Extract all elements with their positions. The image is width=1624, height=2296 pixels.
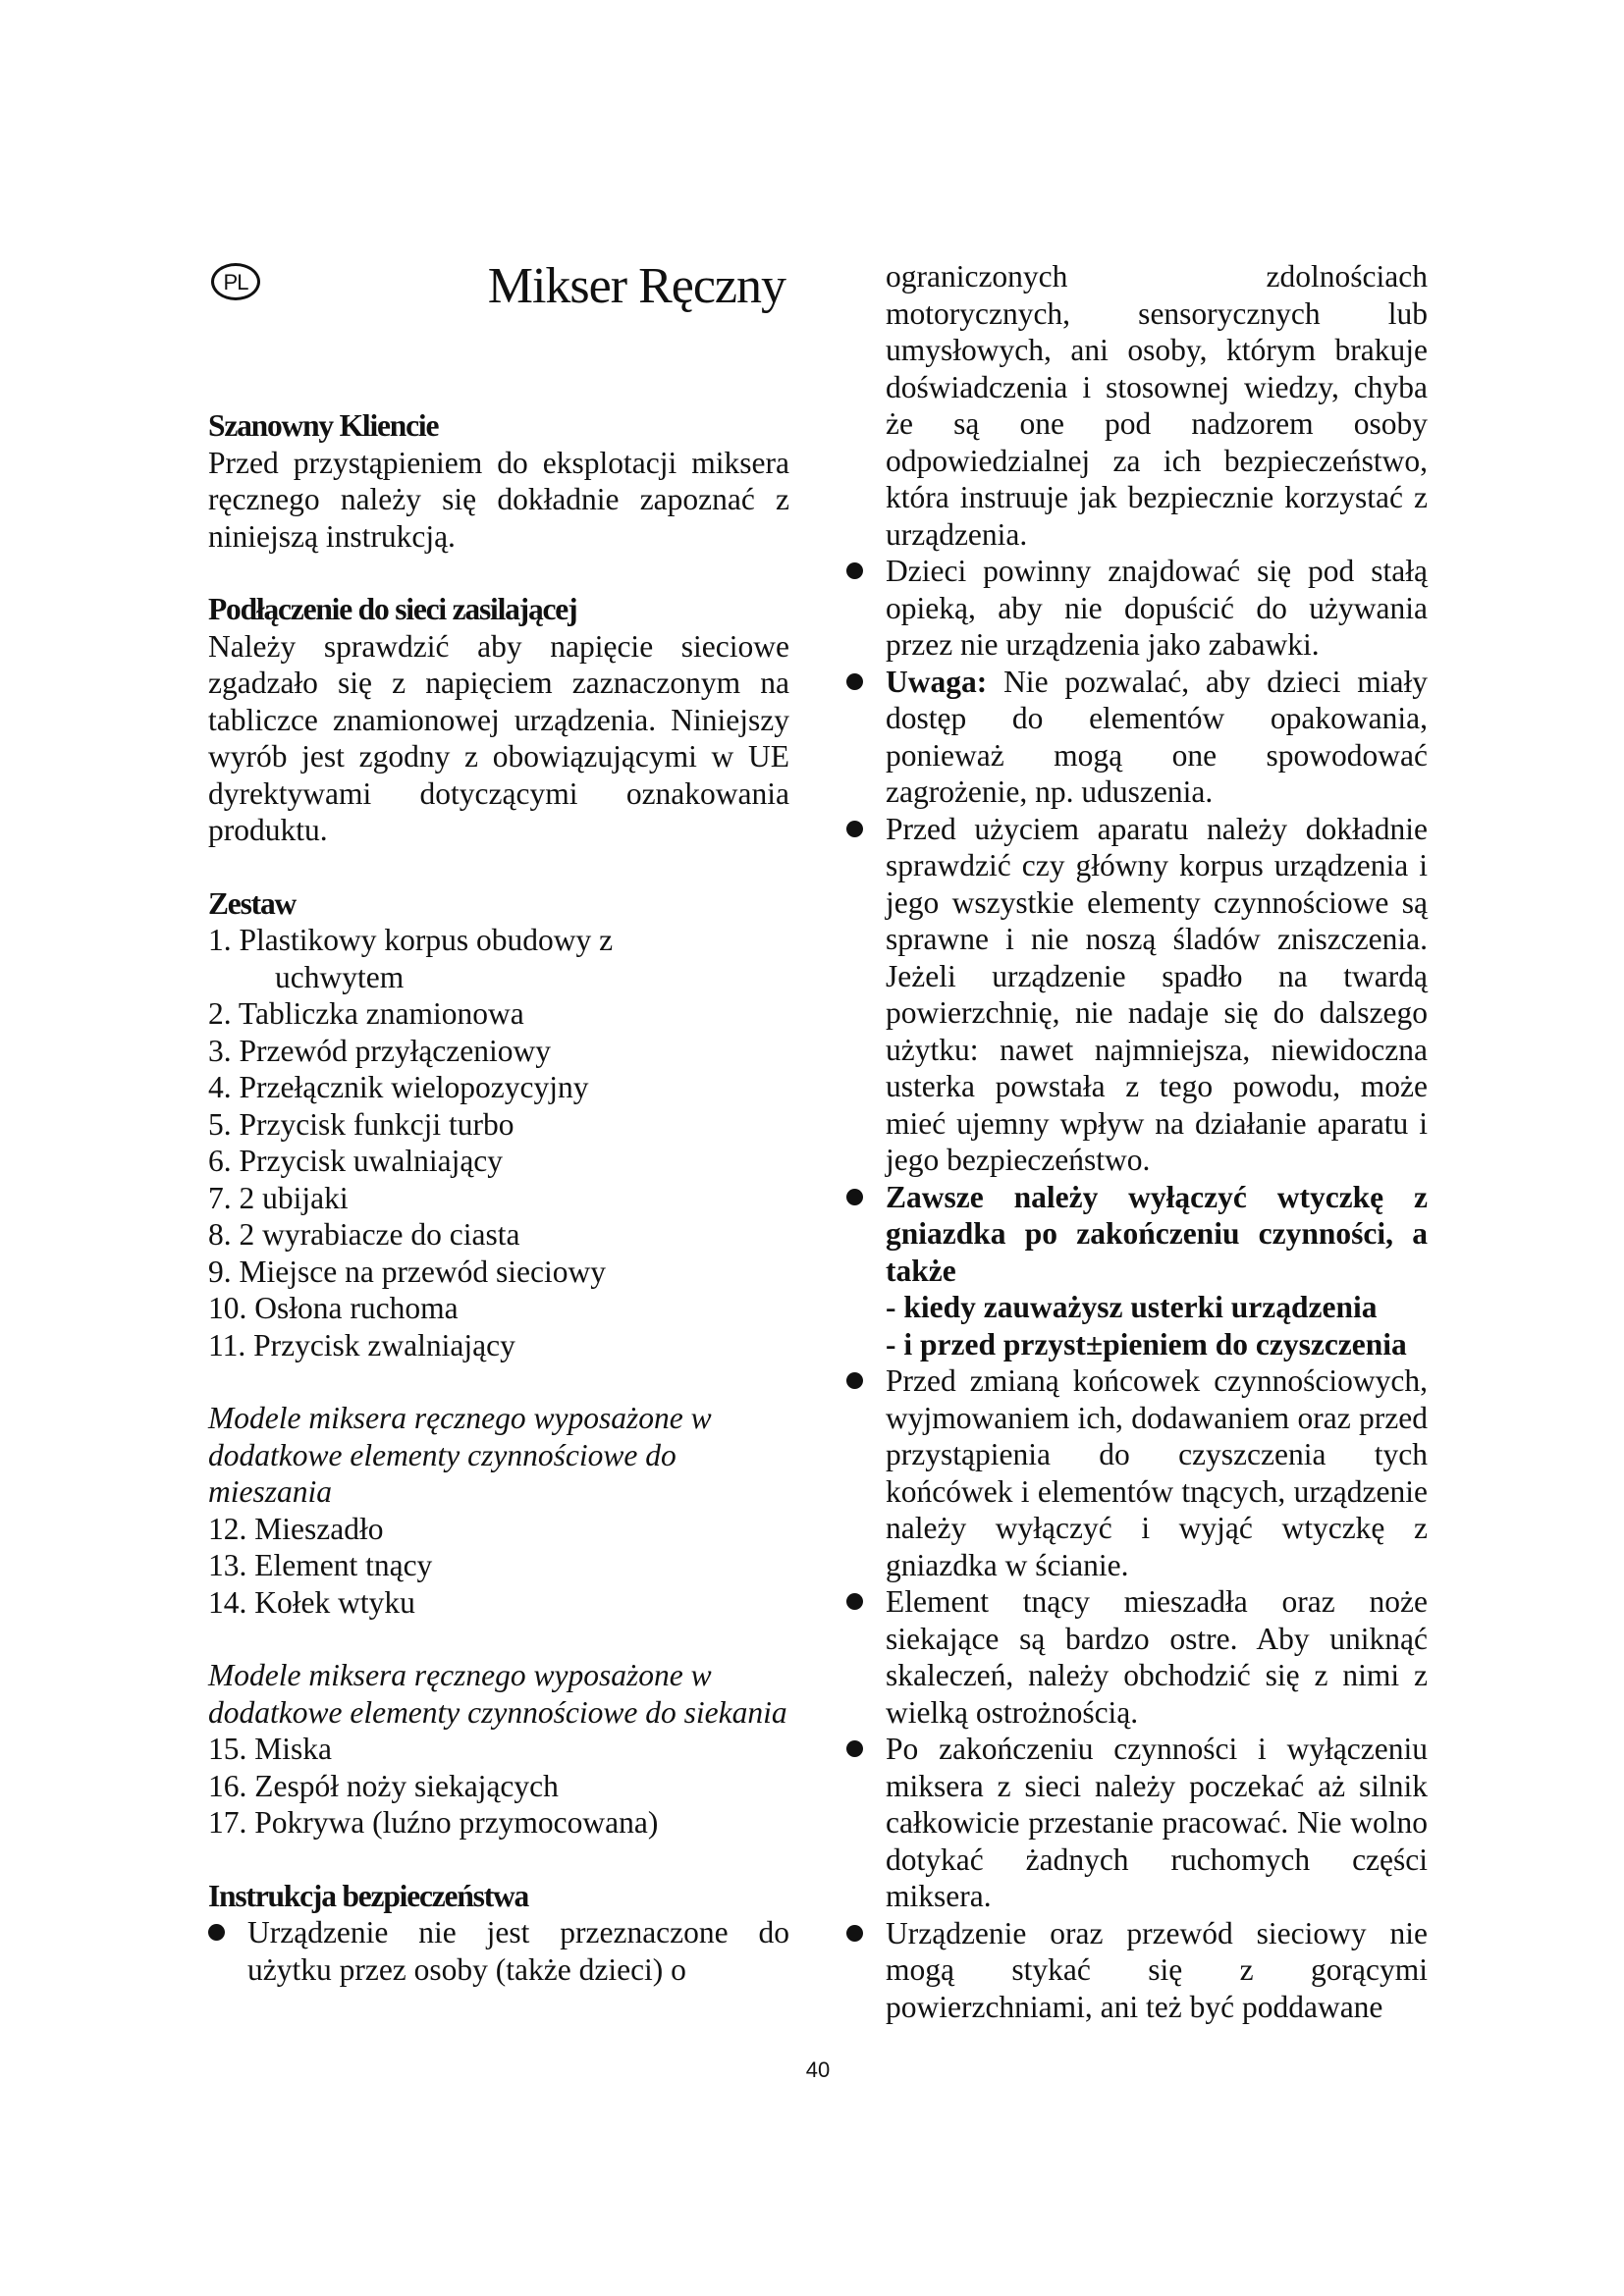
power-text: Należy sprawdzić aby napięcie sieciowe zgadzało się z napięciem zaznaczonym na tabliczce znamionowej urządzenia. Niniejszy wyrób jest zgodny z obowiązującymi w UE dyrektywami dotyczącymi oznakowania produktu. <box>208 628 789 847</box>
list-item: uchwytem <box>275 959 405 994</box>
list-item: 6. Przycisk uwalniający <box>208 1144 504 1178</box>
bullet-text: Urządzenie oraz przewód sieciowy nie mogą stykać się z gorącymi powierzchniami, ani też być poddawane <box>886 1915 1428 2024</box>
bullet-icon <box>846 562 863 579</box>
chop-models-note: Modele miksera ręcznego wyposażone w dodatkowe elementy czynnościowe do siekania <box>208 1658 787 1730</box>
list-item: 15. Miska <box>208 1732 332 1766</box>
list-item: 7. 2 ubijaki <box>208 1180 349 1215</box>
list-item: 12. Mieszadło <box>208 1511 384 1546</box>
safety-bullet <box>846 553 1428 664</box>
bullet-icon <box>208 1924 225 1941</box>
unplug-condition: - i przed przyst±pieniem do czyszczenia <box>886 1326 1407 1362</box>
list-item: 5. Przycisk funkcji turbo <box>208 1106 514 1142</box>
safety-bullet <box>846 1583 1428 1731</box>
bullet-text: Element tnący mieszadła oraz noże siekające są bardzo ostre. Aby uniknąć skaleczeń, należy obchodzić się z nimi z wielką ostrożnością. <box>886 1584 1428 1730</box>
power-heading: Podłączenie do sieci zasilającej <box>208 592 577 626</box>
safety-bullet <box>846 1731 1428 1915</box>
list-item: 2. Tabliczka znamionowa <box>208 996 524 1031</box>
list-item: 17. Pokrywa (luźno przymocowana) <box>208 1805 659 1840</box>
warning-label: Uwaga: <box>886 664 988 699</box>
safety-bullet <box>846 811 1428 1179</box>
page-number: 40 <box>805 2057 831 2082</box>
mix-models-note: Modele miksera ręcznego wyposażone w dodatkowe elementy czynnościowe do mieszania <box>208 1401 712 1509</box>
left-column <box>208 407 789 1988</box>
bullet-text: Przed zmianą końcowek czynnościowych, wyjmowaniem ich, dodawaniem oraz przed przystąpienia do czyszczenia tych końcówek i elementów tnących, urządzenie należy wyłączyć i wyjąć wtyczkę z gniazdka w ścianie. <box>886 1363 1428 1582</box>
bullet-icon <box>846 1372 863 1389</box>
continuation-text: ograniczonych zdolnościach motorycznych, sensorycznych lub umysłowych, ani osoby, którym brakuje doświadczenia i stosownej wiedzy, chyba że są one pod nadzorem osoby odpowiedzialnej za ich bezpieczeństwo, która instruuje jak bezpiecznie korzystać z urządzenia. <box>886 259 1428 552</box>
bullet-text: Nie pozwalać, aby dzieci miały dostęp do elementów opakowania, ponieważ mogą one spowodować zagrożenie, np. uduszenia. <box>886 664 1428 809</box>
bullet-text: Urządzenie nie jest przeznaczone do użytku przez osoby (także dzieci) o <box>247 1915 789 1987</box>
bullet-text: Po zakończeniu czynności i wyłączeniu miksera z sieci należy poczekać aż silnik całkowicie przestanie pracować. Nie wolno dotykać żadnych ruchomych części miksera. <box>886 1732 1428 1913</box>
safety-bullet <box>846 664 1428 811</box>
bullet-text: Dzieci powinny znajdować się pod stałą opieką, aby nie dopuścić do używania przez nie urządzenia jako zabawki. <box>886 554 1428 662</box>
list-item: 3. Przewód przyłączeniowy <box>208 1033 551 1068</box>
bullet-icon <box>846 1593 863 1610</box>
list-item: 4. Przełącznik wielopozycyjny <box>208 1070 589 1104</box>
bullet-icon <box>846 1925 863 1942</box>
list-item: 11. Przycisk zwalniający <box>208 1327 515 1362</box>
safety-heading: Instrukcja bezpieczeństwa <box>208 1878 529 1913</box>
list-item: 16. Zespół noży siekających <box>208 1768 559 1803</box>
bullet-icon <box>846 1189 863 1205</box>
safety-bullet <box>846 1179 1428 1290</box>
mix-list <box>208 1511 789 1622</box>
bullet-icon <box>846 673 863 690</box>
bullet-icon <box>846 821 863 837</box>
chop-list <box>208 1731 789 1842</box>
list-item: 13. Element tnący <box>208 1548 433 1582</box>
bullet-text: Przed użyciem aparatu należy dokładnie sprawdzić czy główny korpus urządzenia i jego wszystkie elementy czynnościowe są sprawne i nie noszą śladów zniszczenia. Jeżeli urządzenie spadło na twardą powierzchnię, nie nadaje się do dalszego użytku: nawet najmniejsza, niewidoczna usterka powstała z tego powodu, może mieć ujemny wpływ na działanie aparatu i jego bezpieczeństwo. <box>886 811 1428 1177</box>
language-badge: PL <box>211 263 260 300</box>
set-list <box>208 922 789 1363</box>
safety-bullet <box>846 1362 1428 1583</box>
set-heading: Zestaw <box>208 885 297 921</box>
list-item: 9. Miejsce na przewód sieciowy <box>208 1254 606 1289</box>
list-item: 8. 2 wyrabiacze do ciasta <box>208 1217 520 1252</box>
list-item: 14. Kołek wtyku <box>208 1584 415 1620</box>
safety-bullet <box>208 1914 789 1988</box>
page-title: Mikser Ręczny <box>487 258 785 314</box>
bullet-icon <box>846 1740 863 1757</box>
list-item: 1. Plastikowy korpus obudowy z <box>208 923 614 957</box>
bullet-text: Zawsze należy wyłączyć wtyczkę z gniazdka po zakończeniu czynności, a także <box>886 1179 1428 1288</box>
greeting-heading: Szanowny Kliencie <box>208 408 439 443</box>
right-column <box>846 258 1428 2025</box>
unplug-condition: - kiedy zauważysz usterki urządzenia <box>886 1290 1378 1324</box>
list-item: 10. Osłona ruchoma <box>208 1291 459 1325</box>
greeting-text: Przed przystąpieniem do eksplotacji miksera ręcznego należy się dokładnie zapoznać z niniejszą instrukcją. <box>208 445 789 554</box>
safety-bullet <box>846 1915 1428 2026</box>
